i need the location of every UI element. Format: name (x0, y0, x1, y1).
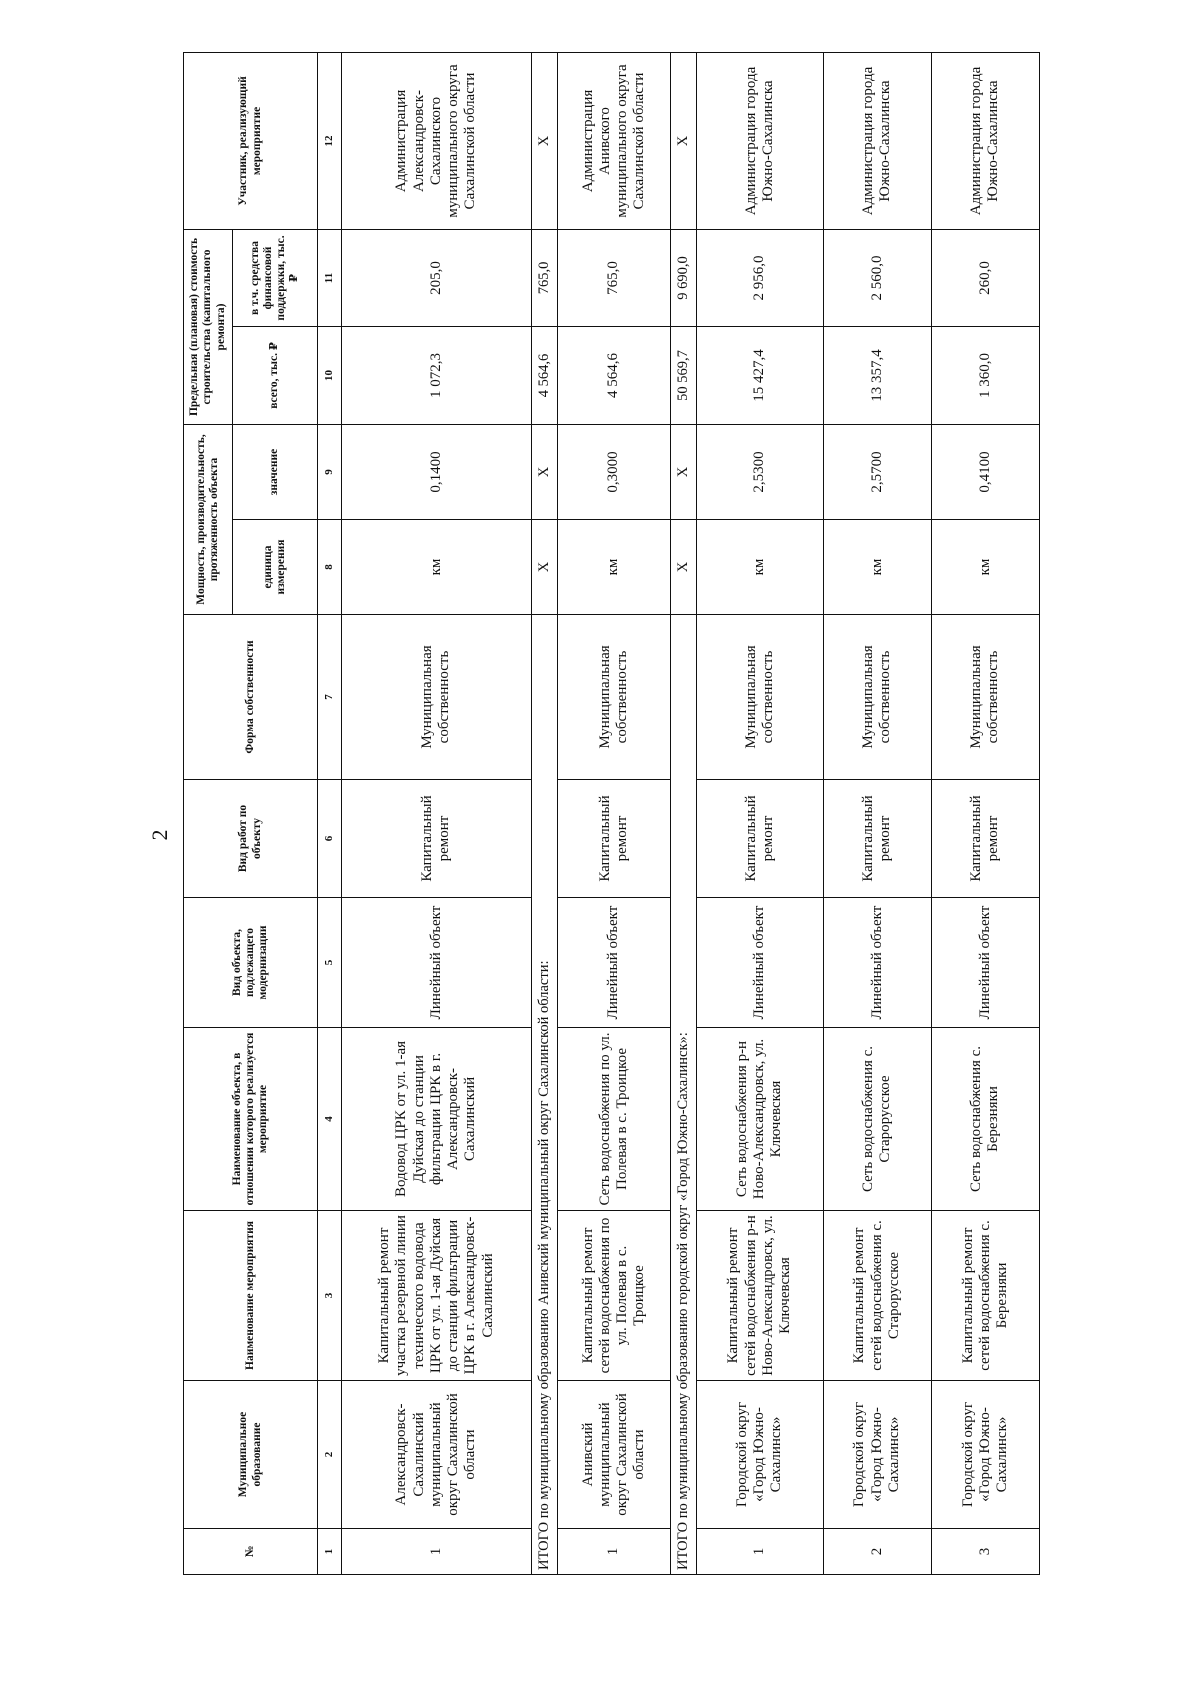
col-num: 12 (318, 52, 342, 229)
value-cell: 2,5700 (823, 424, 931, 519)
subtotal-unit: Х (532, 520, 558, 615)
table-row (823, 52, 931, 1574)
header-object-type: Вид объекта, подлежащего модернизации (184, 898, 318, 1028)
header-municipality: Муниципальное образование (184, 1381, 318, 1529)
col-num: 5 (318, 898, 342, 1028)
object-cell: Сеть водоснабжения по ул. Полевая в с. Троицкое (557, 1028, 670, 1211)
header-cost-group: Предельная (плановая) стоимость строительства (капитального ремонта) (184, 229, 233, 424)
event-cell: Капитальный ремонт участка резервной линии технического водовода ЦРК от ул. 1-ая Дуйская до станции фильтрации ЦРК в г. Александровск-Сахалинский (341, 1211, 532, 1381)
rotated-page (183, 53, 1040, 1575)
row-num: 2 (823, 1529, 931, 1575)
object-type-cell: Линейный объект (341, 898, 532, 1028)
table-row (557, 52, 670, 1574)
municipality-cell: Городской округ «Город Южно-Сахалинск» (931, 1381, 1039, 1529)
municipality-cell: Городской округ «Город Южно-Сахалинск» (823, 1381, 931, 1529)
total-cell: 1 072,3 (341, 326, 532, 424)
subtotal-unit: Х (671, 520, 697, 615)
header-capacity-group: Мощность, производительность, протяженность объекта (184, 424, 233, 614)
header-value: значение (233, 424, 318, 519)
table-row (931, 52, 1039, 1574)
col-num: 9 (318, 424, 342, 519)
row-num: 3 (931, 1529, 1039, 1575)
work-type-cell: Капитальный ремонт (823, 780, 931, 898)
object-type-cell: Линейный объект (557, 898, 670, 1028)
col-num: 8 (318, 520, 342, 615)
ownership-cell: Муниципальная собственность (696, 615, 823, 780)
object-cell: Сеть водоснабжения с. Березняки (931, 1028, 1039, 1211)
support-cell: 260,0 (931, 229, 1039, 326)
work-type-cell: Капитальный ремонт (931, 780, 1039, 898)
total-cell: 4 564,6 (557, 326, 670, 424)
col-num: 10 (318, 326, 342, 424)
header-unit: единица измерения (233, 520, 318, 615)
subtotal-total: 50 569,7 (671, 326, 697, 424)
table-row (341, 52, 532, 1574)
event-cell: Капитальный ремонт сетей водоснабжения с. Старорусское (823, 1211, 931, 1381)
unit-cell: км (823, 520, 931, 615)
support-cell: 2 956,0 (696, 229, 823, 326)
value-cell: 0,4100 (931, 424, 1039, 519)
total-cell: 1 360,0 (931, 326, 1039, 424)
object-type-cell: Линейный объект (696, 898, 823, 1028)
unit-cell: км (557, 520, 670, 615)
ownership-cell: Муниципальная собственность (341, 615, 532, 780)
value-cell: 2,5300 (696, 424, 823, 519)
total-cell: 15 427,4 (696, 326, 823, 424)
object-type-cell: Линейный объект (823, 898, 931, 1028)
event-cell: Капитальный ремонт сетей водоснабжения с. Березняки (931, 1211, 1039, 1381)
unit-cell: км (931, 520, 1039, 615)
col-num: 1 (318, 1529, 342, 1575)
municipality-cell: Анивский муниципальный округ Сахалинской области (557, 1381, 670, 1529)
subtotal-support: 765,0 (532, 229, 558, 326)
work-type-cell: Капитальный ремонт (696, 780, 823, 898)
support-cell: 765,0 (557, 229, 670, 326)
participant-cell: Администрация Анивского муниципального округа Сахалинской области (557, 52, 670, 229)
participant-cell: Администрация Александровск-Сахалинского муниципального округа Сахалинской области (341, 52, 532, 229)
col-num: 7 (318, 615, 342, 780)
row-num: 1 (341, 1529, 532, 1575)
subtotal-participant: Х (671, 52, 697, 229)
support-cell: 205,0 (341, 229, 532, 326)
header-participant: Участник, реализующий мероприятие (184, 52, 318, 229)
column-numbers-row (318, 52, 342, 1574)
subtotal-label: ИТОГО по муниципальному образованию Анивский муниципальный округ Сахалинской области: (532, 615, 558, 1575)
ownership-cell: Муниципальная собственность (557, 615, 670, 780)
total-cell: 13 357,4 (823, 326, 931, 424)
col-num: 6 (318, 780, 342, 898)
subtotal-value: Х (532, 424, 558, 519)
municipality-cell: Городской округ «Город Южно-Сахалинск» (696, 1381, 823, 1529)
subtotal-total: 4 564,6 (532, 326, 558, 424)
col-num: 2 (318, 1381, 342, 1529)
row-num: 1 (557, 1529, 670, 1575)
subtotal-row (532, 52, 558, 1574)
support-cell: 2 560,0 (823, 229, 931, 326)
col-num: 4 (318, 1028, 342, 1211)
ownership-cell: Муниципальная собственность (823, 615, 931, 780)
work-type-cell: Капитальный ремонт (341, 780, 532, 898)
header-work-type: Вид работ по объекту (184, 780, 318, 898)
header-event-name: Наименование мероприятия (184, 1211, 318, 1381)
value-cell: 0,1400 (341, 424, 532, 519)
header-total: всего, тыс. ₽ (233, 326, 318, 424)
participant-cell: Администрация города Южно-Сахалинска (823, 52, 931, 229)
subtotal-label: ИТОГО по муниципальному образованию городской округ «Город Южно-Сахалинск»: (671, 615, 697, 1575)
object-cell: Водовод ЦРК от ул. 1-ая Дуйская до станции фильтрации ЦРК в г. Александровск-Сахалинский (341, 1028, 532, 1211)
subtotal-participant: Х (532, 52, 558, 229)
work-type-cell: Капитальный ремонт (557, 780, 670, 898)
subtotal-support: 9 690,0 (671, 229, 697, 326)
header-object-name: Наименование объекта, в отношении которого реализуется мероприятие (184, 1028, 318, 1211)
table-row (696, 52, 823, 1574)
participant-cell: Администрация города Южно-Сахалинска (696, 52, 823, 229)
col-num: 3 (318, 1211, 342, 1381)
unit-cell: км (696, 520, 823, 615)
value-cell: 0,3000 (557, 424, 670, 519)
header-row (184, 52, 233, 1574)
header-ownership: Форма собственности (184, 615, 318, 780)
unit-cell: км (341, 520, 532, 615)
event-cell: Капитальный ремонт сетей водоснабжения р-н Ново-Александровск, ул. Ключевская (696, 1211, 823, 1381)
municipality-cell: Александровск-Сахалинский муниципальный округ Сахалинской области (341, 1381, 532, 1529)
object-cell: Сеть водоснабжения р-н Ново-Александровск, ул. Ключевская (696, 1028, 823, 1211)
event-cell: Капитальный ремонт сетей водоснабжения по ул. Полевая в с. Троицкое (557, 1211, 670, 1381)
ownership-cell: Муниципальная собственность (931, 615, 1039, 780)
object-cell: Сеть водоснабжения с. Старорусское (823, 1028, 931, 1211)
page-number: 2 (147, 829, 172, 841)
header-num: № (184, 1529, 318, 1575)
capital-repair-table (183, 52, 1040, 1575)
subtotal-row (671, 52, 697, 1574)
participant-cell: Администрация города Южно-Сахалинска (931, 52, 1039, 229)
subtotal-value: Х (671, 424, 697, 519)
col-num: 11 (318, 229, 342, 326)
header-support: в т.ч. средства финансовой поддержки, тыс. ₽ (233, 229, 318, 326)
row-num: 1 (696, 1529, 823, 1575)
object-type-cell: Линейный объект (931, 898, 1039, 1028)
